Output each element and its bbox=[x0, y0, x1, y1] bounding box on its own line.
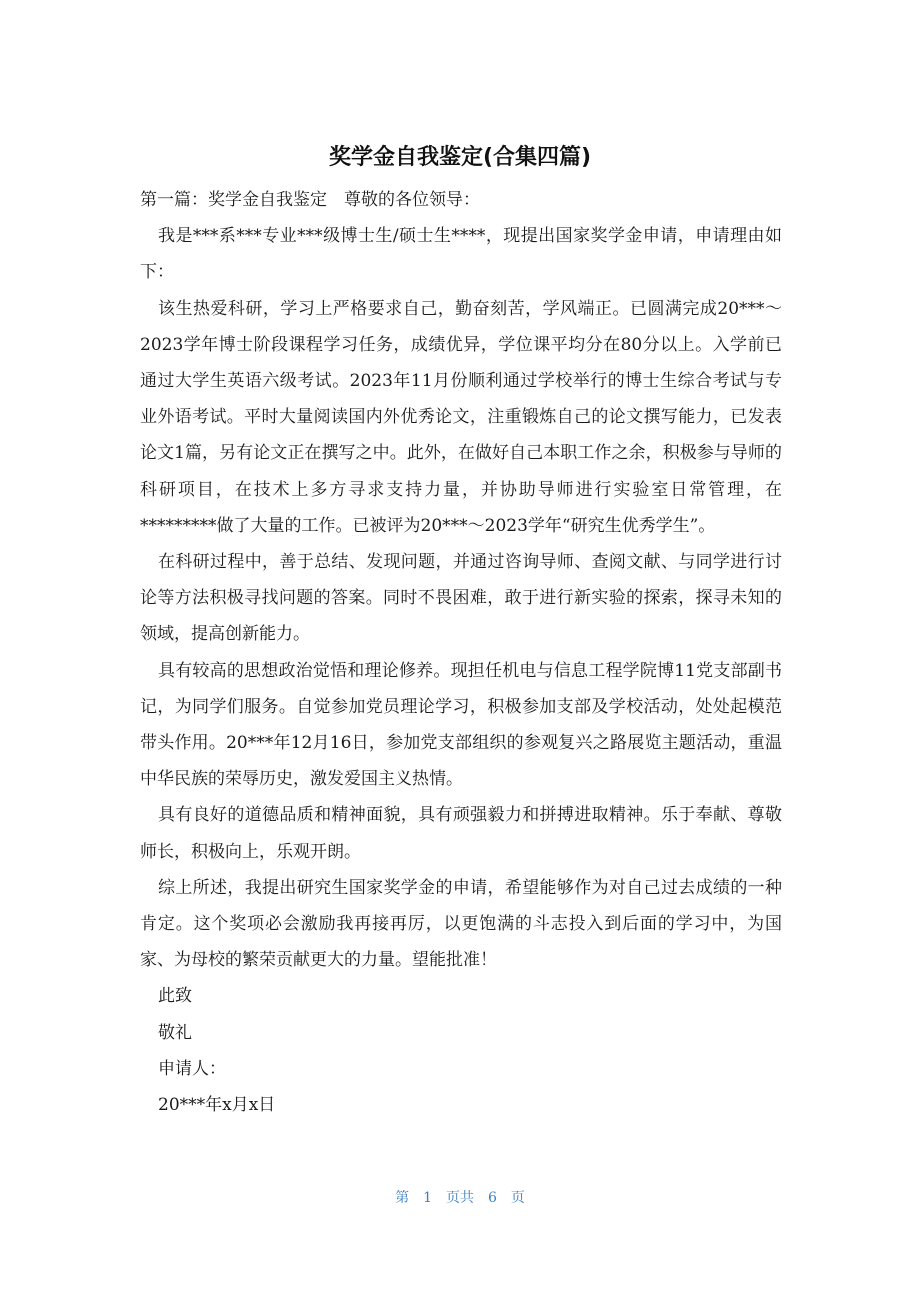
closing-regards: 敬礼 bbox=[158, 1022, 192, 1043]
paragraph-research: 在科研过程中，善于总结、发现问题，并通过咨询导师、查阅文献、与同学进行讨论等方法积极寻找问题的答案。同时不畏困难，敢于进行新实验的探索，探寻未知的领域，提高创新能力。 bbox=[140, 552, 782, 645]
footer-mid: 页共 bbox=[446, 1190, 474, 1206]
footer-total-pages: 6 bbox=[488, 1190, 497, 1206]
paragraph-study: 该生热爱科研，学习上严格要求自己，勤奋刻苦，学风端正。已圆满完成20***～2023学年博士阶段课程学习任务，成绩优异，学位课平均分在80分以上。入学前已通过大学生英语六级考试。2023年11月份顺利通过学校举行的博士生综合考试与专业外语考试。平时大量阅读国内外优秀论文，注重锻炼自己的论文撰写能力，已发表论文1篇，另有论文正在撰写之中。此外，在做好自己本职工作之余，积极参与导师的科研项目，在技术上多方寻求支持力量，并协助导师进行实验室日常管理，在*********做了大量的工作。已被评为20***～2023学年“研究生优秀学生”。 bbox=[140, 298, 782, 536]
footer-current-page: 1 bbox=[423, 1190, 432, 1206]
footer-prefix: 第 bbox=[395, 1190, 410, 1206]
applicant-label: 申请人： bbox=[158, 1058, 226, 1079]
page-footer bbox=[0, 1186, 920, 1210]
paragraph-summary: 综上所述，我提出研究生国家奖学金的申请，希望能够作为对自己过去成绩的一种肯定。这个奖项必会激励我再接再厉，以更饱满的斗志投入到后面的学习中，为国家、为母校的繁荣贡献更大的力量。望能批准！ bbox=[140, 877, 782, 971]
footer-suffix: 页 bbox=[510, 1190, 525, 1206]
document-body bbox=[140, 182, 782, 1123]
section-heading-line: 第一篇：奖学金自我鉴定 尊敬的各位领导： bbox=[140, 190, 480, 210]
closing-salutation: 此致 bbox=[158, 986, 192, 1007]
date-line: 20***年x月x日 bbox=[158, 1095, 276, 1116]
document-title: 奖学金自我鉴定(合集四篇) bbox=[328, 145, 592, 170]
paragraph-character: 具有良好的道德品质和精神面貌，具有顽强毅力和拼搏进取精神。乐于奉献、尊敬师长，积极向上，乐观开朗。 bbox=[140, 805, 782, 862]
paragraph-intro: 我是***系***专业***级博士生/硕士生****，现提出国家奖学金申请，申请理由如下： bbox=[140, 226, 782, 283]
paragraph-political: 具有较高的思想政治觉悟和理论修养。现担任机电与信息工程学院博11党支部副书记，为同学们服务。自觉参加党员理论学习，积极参加支部及学校活动，处处起模范带头作用。20***年12月16日，参加党支部组织的参观复兴之路展览主题活动，重温中华民族的荣辱历史，激发爱国主义热情。 bbox=[140, 660, 782, 790]
